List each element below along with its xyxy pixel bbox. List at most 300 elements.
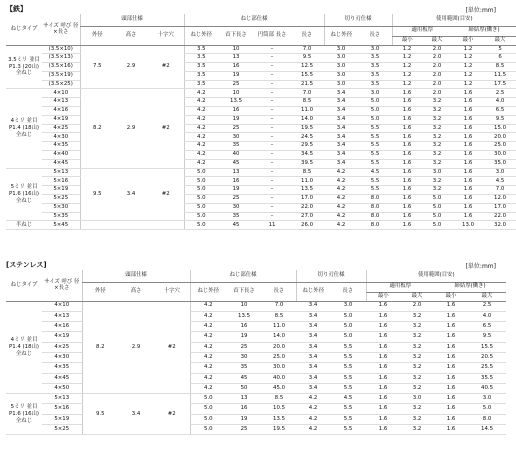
value-cell: 13 (226, 394, 262, 404)
value-cell: 2.0 (422, 80, 452, 89)
value-cell: 1.6 (366, 352, 400, 362)
value-cell: 8.0 (358, 203, 392, 212)
value-cell: 3.4 (296, 352, 330, 362)
value-cell: 5.0 (468, 404, 506, 414)
value-cell: 3.4 (296, 322, 330, 332)
value-cell: 1.2 (452, 80, 484, 89)
value-cell: 3.4 (324, 98, 358, 107)
value-cell: 1.6 (392, 107, 422, 116)
value-cell: 3.2 (400, 363, 434, 373)
value-cell: 5.5 (330, 404, 366, 414)
value-cell: 3.0 (400, 394, 434, 404)
head-cross-cell: #2 (148, 89, 184, 168)
head-outer-cell (80, 221, 114, 230)
value-cell: 5.5 (330, 373, 366, 383)
iron-unit: [単位:mm] (465, 7, 496, 14)
value-cell: 40.5 (468, 383, 506, 393)
table-row (6, 414, 506, 424)
value-cell: 5.0 (330, 332, 366, 342)
screw-type-cell: 4ミリ 並目 P1.4 (18山) 全ねじ (6, 301, 42, 394)
size-cell: 5×25 (42, 195, 80, 204)
value-cell: 15.5 (468, 342, 506, 352)
value-cell: 35.0 (484, 159, 516, 168)
value-cell: 3.5 (358, 80, 392, 89)
value-cell: 19 (226, 332, 262, 342)
size-cell: 5×13 (42, 168, 80, 177)
value-cell: 5.0 (190, 425, 226, 435)
value-cell: 5.0 (422, 203, 452, 212)
value-cell: 5.5 (358, 177, 392, 186)
ss-col-screw-type: ねじタイプ (6, 270, 42, 301)
head-height-cell: 3.4 (118, 394, 154, 435)
value-cell: 13.5 (290, 186, 324, 195)
size-cell: 4×25 (42, 124, 80, 133)
value-cell: 9.5 (468, 332, 506, 342)
value-cell: 2.0 (400, 301, 434, 311)
value-cell: 5.5 (330, 342, 366, 352)
col-head-height: 高さ (114, 26, 148, 45)
ss-col-screw-diameter: ねじ外径 (190, 282, 226, 301)
value-cell: 24.5 (290, 133, 324, 142)
ss-col-head-height: 高さ (118, 282, 154, 301)
value-cell: 4.0 (484, 98, 516, 107)
value-cell: 1.6 (434, 425, 468, 435)
value-cell: 1.6 (392, 212, 422, 221)
value-cell: 4.2 (190, 383, 226, 393)
value-cell: 4.5 (484, 177, 516, 186)
value-cell: 8.5 (290, 168, 324, 177)
value-cell: 3.4 (324, 89, 358, 98)
table-row (6, 168, 516, 177)
ss-col-screw-length: 長さ (262, 282, 296, 301)
value-cell: 1.6 (392, 133, 422, 142)
size-cell: 4×25 (42, 342, 82, 352)
col-fasten-min: 最小 (452, 36, 484, 45)
value-cell: – (254, 124, 290, 133)
value-cell: – (254, 133, 290, 142)
value-cell: 8.0 (358, 221, 392, 230)
value-cell: 5.0 (422, 195, 452, 204)
value-cell: 1.2 (452, 63, 484, 72)
value-cell: 4.2 (324, 186, 358, 195)
size-cell: (3.5×19) (42, 71, 80, 80)
value-cell: 34.5 (290, 151, 324, 160)
value-cell: 1.6 (434, 394, 468, 404)
value-cell: 17.5 (484, 80, 516, 89)
value-cell: 1.6 (392, 159, 422, 168)
value-cell: 3.4 (296, 342, 330, 352)
value-cell: 3.5 (184, 80, 218, 89)
col-fasten-max: 最大 (484, 36, 516, 45)
col-cross-recess: 十字穴 (148, 26, 184, 45)
value-cell: 4.2 (190, 322, 226, 332)
value-cell: 1.6 (366, 383, 400, 393)
ss-col-plate-max: 最大 (400, 292, 434, 301)
value-cell: 11.0 (290, 107, 324, 116)
value-cell: 3.4 (324, 107, 358, 116)
value-cell: 1.6 (392, 98, 422, 107)
value-cell: 3.4 (296, 373, 330, 383)
value-cell: 17.0 (290, 195, 324, 204)
value-cell: 13.5 (226, 311, 262, 321)
value-cell: 16 (218, 107, 254, 116)
value-cell: 14.0 (262, 332, 296, 342)
value-cell: 12.5 (290, 63, 324, 72)
col-screw-type: ねじタイプ (6, 14, 42, 45)
value-cell: 1.2 (392, 45, 422, 54)
table-row (6, 322, 506, 332)
value-cell: 1.6 (392, 115, 422, 124)
size-cell: 4×30 (42, 133, 80, 142)
value-cell: 4.2 (296, 425, 330, 435)
col-head-spec: 頭部仕様 (80, 14, 184, 26)
col-neck-length: 首下長さ (218, 26, 254, 45)
iron-title: 【鉄】 (6, 5, 27, 13)
stainless-spec-table (6, 270, 506, 435)
ss-col-size: サイズ 呼び 径×長さ (42, 270, 82, 301)
value-cell: 1.6 (452, 168, 484, 177)
col-cut-diameter: ねじ外径 (324, 26, 358, 45)
value-cell: 25.5 (468, 363, 506, 373)
value-cell: – (254, 71, 290, 80)
col-plate-max: 最大 (422, 36, 452, 45)
value-cell: 3.4 (324, 142, 358, 151)
value-cell: 5.0 (184, 195, 218, 204)
value-cell: 3.2 (400, 404, 434, 414)
value-cell: 21.5 (290, 80, 324, 89)
value-cell: 3.4 (324, 115, 358, 124)
value-cell: 3.2 (400, 383, 434, 393)
value-cell: 11.5 (484, 71, 516, 80)
value-cell: 1.2 (392, 71, 422, 80)
value-cell: 5.5 (330, 352, 366, 362)
value-cell: 5.5 (358, 133, 392, 142)
value-cell: – (254, 89, 290, 98)
value-cell: 3.0 (324, 63, 358, 72)
col-screw-spec: ねじ部仕様 (184, 14, 324, 26)
ss-col-plate-min: 最小 (366, 292, 400, 301)
value-cell: 22.0 (484, 212, 516, 221)
value-cell: 3.5 (358, 54, 392, 63)
value-cell: 1.6 (366, 363, 400, 373)
value-cell: 19 (226, 414, 262, 424)
value-cell: 4.2 (184, 107, 218, 116)
value-cell: 1.2 (392, 54, 422, 63)
value-cell: 1.6 (366, 322, 400, 332)
value-cell: 30 (218, 133, 254, 142)
value-cell: 4.2 (190, 363, 226, 373)
screw-type-cell: 5ミリ 並目 P1.6 (16山) 全ねじ (6, 394, 42, 435)
value-cell: 4.2 (324, 168, 358, 177)
value-cell: 14.5 (468, 425, 506, 435)
table-row (6, 394, 506, 404)
value-cell: 1.6 (366, 311, 400, 321)
value-cell: 3.4 (324, 124, 358, 133)
head-height-cell: 3.4 (114, 168, 148, 221)
size-cell: (3.5×13) (42, 54, 80, 63)
value-cell: 4.2 (190, 301, 226, 311)
size-cell: 5×45 (42, 221, 80, 230)
value-cell: 1.6 (434, 322, 468, 332)
value-cell: 2.0 (422, 54, 452, 63)
value-cell: 1.6 (452, 159, 484, 168)
size-cell: 4×35 (42, 142, 80, 151)
value-cell: 25.0 (262, 352, 296, 362)
value-cell: 5.0 (358, 98, 392, 107)
value-cell: 16 (218, 63, 254, 72)
value-cell: 2.5 (484, 89, 516, 98)
value-cell: 5.0 (184, 186, 218, 195)
size-cell: 4×30 (42, 352, 82, 362)
value-cell: 1.6 (434, 342, 468, 352)
head-outer-cell: 9.5 (82, 394, 118, 435)
head-cross-cell: #2 (154, 301, 190, 394)
value-cell: 40 (218, 151, 254, 160)
value-cell: 12.0 (484, 195, 516, 204)
col-plate-thickness: 適用板厚 (392, 26, 452, 36)
value-cell: 1.6 (452, 107, 484, 116)
col-cut-length: 長さ (358, 26, 392, 45)
value-cell: 3.0 (324, 80, 358, 89)
size-cell: 5×13 (42, 394, 82, 404)
value-cell: 45 (218, 159, 254, 168)
value-cell: 1.6 (452, 133, 484, 142)
value-cell: 17.0 (484, 203, 516, 212)
value-cell: 10.5 (262, 404, 296, 414)
value-cell: 1.6 (392, 168, 422, 177)
value-cell: 4.2 (184, 159, 218, 168)
value-cell: 13 (218, 54, 254, 63)
value-cell: 14.0 (290, 115, 324, 124)
ss-col-neck-length: 首下長さ (226, 282, 262, 301)
value-cell: 5.5 (330, 383, 366, 393)
value-cell: 1.6 (452, 151, 484, 160)
ss-col-fastening-thickness: 締結厚(働き) (434, 282, 506, 292)
table-row (6, 332, 506, 342)
value-cell: 11 (254, 221, 290, 230)
value-cell: 5.0 (330, 322, 366, 332)
value-cell: 3.5 (184, 45, 218, 54)
value-cell: 20.5 (468, 352, 506, 362)
col-screw-length: 長さ (290, 26, 324, 45)
value-cell: 20.0 (484, 133, 516, 142)
value-cell: 15.5 (290, 71, 324, 80)
ss-col-head-outer: 外径 (82, 282, 118, 301)
value-cell: 5.0 (330, 311, 366, 321)
value-cell: 13.0 (452, 221, 484, 230)
head-height-cell: 2.9 (114, 45, 148, 89)
value-cell: 4.2 (190, 332, 226, 342)
value-cell: 4.2 (190, 352, 226, 362)
value-cell: 1.6 (434, 373, 468, 383)
value-cell: 3.0 (324, 45, 358, 54)
value-cell: 3.2 (422, 159, 452, 168)
value-cell: 1.6 (366, 404, 400, 414)
col-screw-diameter: ねじ外径 (184, 26, 218, 45)
ss-col-cut-diameter: ねじ外径 (296, 282, 330, 301)
value-cell: 8.0 (358, 212, 392, 221)
value-cell: 1.6 (366, 425, 400, 435)
value-cell: 25 (218, 195, 254, 204)
screw-type-cell: 4ミリ 並目 P1.4 (18山) 全ねじ (6, 89, 42, 168)
table-row (6, 342, 506, 352)
value-cell: 5.0 (358, 107, 392, 116)
size-cell: 4×13 (42, 98, 80, 107)
value-cell: 5.5 (358, 124, 392, 133)
table-row (6, 45, 516, 54)
size-cell: 4×16 (42, 107, 80, 116)
head-height-cell (114, 221, 148, 230)
value-cell: 3.2 (422, 115, 452, 124)
value-cell: 3.0 (484, 168, 516, 177)
screw-type-cell: 半ねじ (6, 221, 42, 230)
value-cell: 1.6 (392, 186, 422, 195)
col-size: サイズ 呼び 径×長さ (42, 14, 80, 45)
value-cell: 1.6 (434, 352, 468, 362)
value-cell: 45.0 (262, 383, 296, 393)
size-cell: 5×16 (42, 404, 82, 414)
value-cell: – (254, 212, 290, 221)
value-cell: 5.0 (184, 177, 218, 186)
ss-col-cross-recess: 十字穴 (154, 282, 190, 301)
value-cell: 1.2 (452, 71, 484, 80)
table-row (6, 221, 516, 230)
value-cell: – (254, 63, 290, 72)
value-cell: 11.0 (262, 322, 296, 332)
value-cell: 1.6 (366, 373, 400, 383)
value-cell: 3.2 (422, 186, 452, 195)
value-cell: 45 (218, 221, 254, 230)
head-cross-cell: #2 (148, 45, 184, 89)
value-cell: 39.5 (290, 159, 324, 168)
head-outer-cell: 7.5 (80, 45, 114, 89)
value-cell: 6 (484, 54, 516, 63)
ss-col-head-spec: 頭部仕様 (82, 270, 190, 282)
value-cell: 35 (226, 363, 262, 373)
col-plate-min: 最小 (392, 36, 422, 45)
value-cell: 20.0 (262, 342, 296, 352)
value-cell: 4.2 (324, 195, 358, 204)
value-cell: 1.2 (452, 45, 484, 54)
size-cell: 4×16 (42, 322, 82, 332)
size-cell: (3.5×25) (42, 80, 80, 89)
size-cell: 5×16 (42, 177, 80, 186)
head-cross-cell: #2 (154, 394, 190, 435)
value-cell: 1.6 (452, 98, 484, 107)
value-cell: 3.5 (184, 71, 218, 80)
value-cell: 5.5 (358, 186, 392, 195)
value-cell: 3.0 (324, 71, 358, 80)
value-cell: 1.6 (452, 177, 484, 186)
value-cell: 1.2 (452, 54, 484, 63)
col-cylinder-length: 円筒部 長さ (254, 26, 290, 45)
value-cell: 3.2 (422, 107, 452, 116)
value-cell: 3.4 (324, 159, 358, 168)
size-cell: 5×35 (42, 212, 80, 221)
value-cell: 25.0 (484, 142, 516, 151)
value-cell: 19 (218, 186, 254, 195)
ss-col-fasten-min: 最小 (434, 292, 468, 301)
value-cell: 4.5 (330, 394, 366, 404)
value-cell: 1.6 (392, 124, 422, 133)
value-cell: 4.0 (468, 311, 506, 321)
value-cell: 3.4 (296, 363, 330, 373)
value-cell: – (254, 203, 290, 212)
value-cell: 30.0 (484, 151, 516, 160)
value-cell: 8.0 (358, 195, 392, 204)
value-cell: 5.5 (358, 142, 392, 151)
value-cell: 4.2 (324, 177, 358, 186)
value-cell: 30 (226, 352, 262, 362)
head-outer-cell: 8.2 (82, 301, 118, 394)
size-cell: (3.5×16) (42, 63, 80, 72)
value-cell: – (254, 177, 290, 186)
value-cell: – (254, 168, 290, 177)
value-cell: 4.2 (184, 142, 218, 151)
value-cell: 3.2 (400, 332, 434, 342)
value-cell: 13 (218, 168, 254, 177)
value-cell: 2.0 (422, 71, 452, 80)
screw-type-cell: 5ミリ 並目 P1.6 (16山) 全ねじ (6, 168, 42, 221)
value-cell: 5.0 (184, 212, 218, 221)
col-cut-spec: 切り刃仕様 (324, 14, 392, 26)
value-cell: 10 (218, 89, 254, 98)
stainless-section (6, 260, 496, 448)
value-cell: 7.0 (262, 301, 296, 311)
table-row (6, 425, 506, 435)
value-cell: 1.6 (434, 383, 468, 393)
value-cell: 1.2 (392, 63, 422, 72)
size-cell: 5×19 (42, 414, 82, 424)
value-cell: 3.2 (422, 142, 452, 151)
value-cell: 1.6 (434, 404, 468, 414)
size-cell: 4×45 (42, 373, 82, 383)
col-fastening-thickness: 締結厚(働き) (452, 26, 516, 36)
table-row (6, 373, 506, 383)
table-row (6, 404, 506, 414)
screw-type-cell: 3.5ミリ 並目 P1.3 (20山) 全ねじ (6, 45, 42, 89)
stainless-unit: [単位:mm] (465, 263, 496, 270)
value-cell: 9.5 (290, 54, 324, 63)
value-cell: 4.2 (190, 373, 226, 383)
value-cell: 3.0 (330, 301, 366, 311)
value-cell: 2.0 (422, 45, 452, 54)
iron-section (6, 4, 507, 259)
value-cell: 5.0 (422, 212, 452, 221)
ss-col-cut-spec: 切り刃仕様 (296, 270, 366, 282)
value-cell: 50 (226, 383, 262, 393)
value-cell: 4.2 (184, 89, 218, 98)
value-cell: 3.2 (422, 151, 452, 160)
value-cell: 1.6 (452, 212, 484, 221)
value-cell: 15.0 (484, 124, 516, 133)
size-cell: 5×30 (42, 203, 80, 212)
value-cell: 1.6 (366, 332, 400, 342)
value-cell: 4.2 (324, 221, 358, 230)
value-cell: 4.2 (184, 133, 218, 142)
value-cell: 45 (226, 373, 262, 383)
value-cell: 25 (218, 124, 254, 133)
value-cell: 11.0 (290, 177, 324, 186)
table-row (6, 383, 506, 393)
head-height-cell: 2.9 (114, 89, 148, 168)
value-cell: 5.0 (190, 414, 226, 424)
value-cell: 3.2 (400, 414, 434, 424)
value-cell: 32.0 (484, 221, 516, 230)
value-cell: 25 (218, 80, 254, 89)
value-cell: – (254, 54, 290, 63)
size-cell: 4×19 (42, 332, 82, 342)
